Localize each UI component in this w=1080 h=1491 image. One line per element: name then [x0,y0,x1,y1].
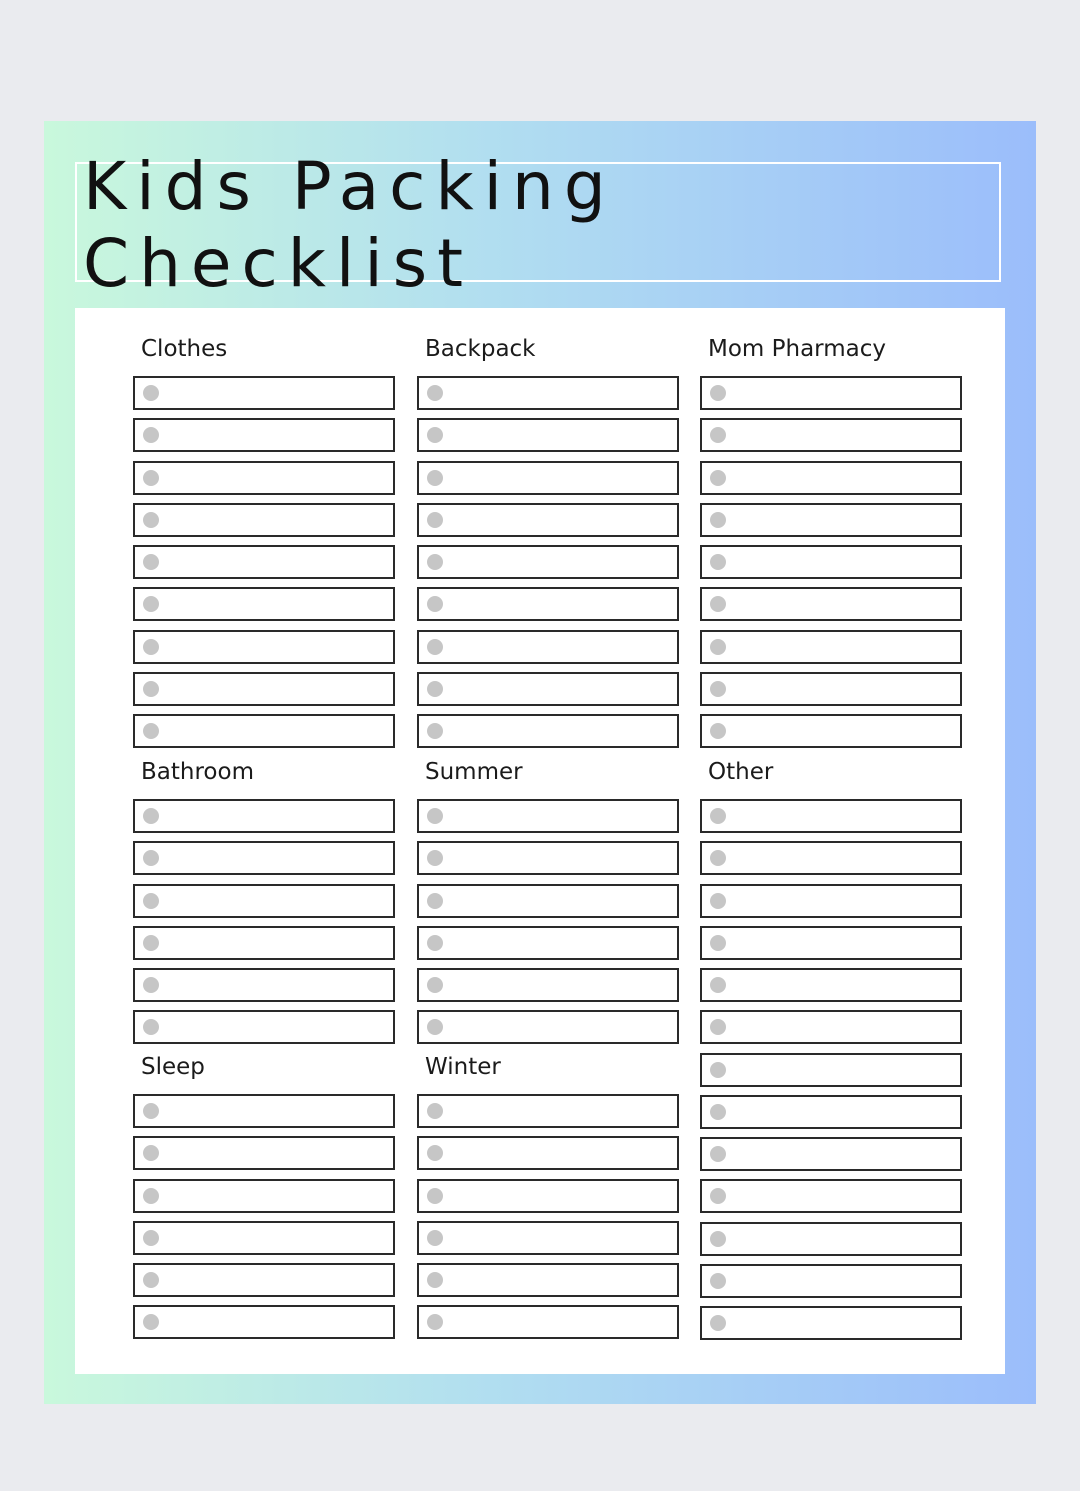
checklist-item-field[interactable] [700,884,962,918]
circle-bullet-icon[interactable] [427,385,443,401]
circle-bullet-icon[interactable] [427,893,443,909]
circle-bullet-icon[interactable] [427,554,443,570]
circle-bullet-icon[interactable] [710,850,726,866]
circle-bullet-icon[interactable] [427,427,443,443]
circle-bullet-icon[interactable] [710,385,726,401]
checklist-item-field[interactable] [417,1179,679,1213]
circle-bullet-icon[interactable] [427,1314,443,1330]
checklist-item-field[interactable] [417,545,679,579]
checklist-item-field[interactable] [700,1179,962,1213]
checklist-item-field[interactable] [417,799,679,833]
checklist-item-field[interactable] [417,461,679,495]
circle-bullet-icon[interactable] [427,723,443,739]
checklist-item-field[interactable] [700,503,962,537]
checklist-item-field[interactable] [133,503,395,537]
checklist-item-field[interactable] [417,1136,679,1170]
section-heading: Summer [425,759,523,785]
page-title: Kids Packing Checklist [83,148,616,302]
section-heading: Sleep [141,1054,205,1080]
circle-bullet-icon[interactable] [143,935,159,951]
circle-bullet-icon[interactable] [710,596,726,612]
circle-bullet-icon[interactable] [710,1315,726,1331]
section-heading: Winter [425,1054,501,1080]
checklist-item-field[interactable] [133,672,395,706]
checklist-item-field[interactable] [133,630,395,664]
checklist-item-field[interactable] [417,1010,679,1044]
section-heading: Bathroom [141,759,254,785]
circle-bullet-icon[interactable] [427,512,443,528]
checklist-item-field[interactable] [133,1305,395,1339]
checklist-item-field[interactable] [700,714,962,748]
circle-bullet-icon[interactable] [143,427,159,443]
circle-bullet-icon[interactable] [427,596,443,612]
checklist-sheet [44,121,1036,1404]
checklist-item-field[interactable] [417,841,679,875]
checklist-item-field[interactable] [133,799,395,833]
checklist-item-field[interactable] [700,1095,962,1129]
circle-bullet-icon[interactable] [710,427,726,443]
circle-bullet-icon[interactable] [710,1062,726,1078]
circle-bullet-icon[interactable] [710,723,726,739]
circle-bullet-icon[interactable] [710,1273,726,1289]
circle-bullet-icon[interactable] [710,1231,726,1247]
circle-bullet-icon[interactable] [143,1145,159,1161]
checklist-item-field[interactable] [133,884,395,918]
checklist-item-field[interactable] [417,884,679,918]
circle-bullet-icon[interactable] [143,1019,159,1035]
circle-bullet-icon[interactable] [710,681,726,697]
section-heading: Mom Pharmacy [708,336,886,362]
circle-bullet-icon[interactable] [427,1188,443,1204]
circle-bullet-icon[interactable] [710,512,726,528]
checklist-item-field[interactable] [417,714,679,748]
circle-bullet-icon[interactable] [427,639,443,655]
checklist-item-field[interactable] [700,630,962,664]
checklist-item-field[interactable] [133,841,395,875]
checklist-item-field[interactable] [133,587,395,621]
checklist-item-field[interactable] [133,418,395,452]
circle-bullet-icon[interactable] [143,1103,159,1119]
checklist-item-field[interactable] [417,418,679,452]
circle-bullet-icon[interactable] [143,512,159,528]
checklist-item-field[interactable] [417,630,679,664]
checklist-item-field[interactable] [700,799,962,833]
circle-bullet-icon[interactable] [143,893,159,909]
checklist-item-field[interactable] [700,1306,962,1340]
circle-bullet-icon[interactable] [710,977,726,993]
circle-bullet-icon[interactable] [143,808,159,824]
checklist-item-field[interactable] [700,672,962,706]
circle-bullet-icon[interactable] [710,893,726,909]
checklist-item-field[interactable] [417,587,679,621]
checklist-item-field[interactable] [133,1094,395,1128]
checklist-item-field[interactable] [700,1010,962,1044]
circle-bullet-icon[interactable] [143,639,159,655]
checklist-item-field[interactable] [700,841,962,875]
circle-bullet-icon[interactable] [710,935,726,951]
circle-bullet-icon[interactable] [427,681,443,697]
circle-bullet-icon[interactable] [427,977,443,993]
checklist-item-field[interactable] [700,418,962,452]
circle-bullet-icon[interactable] [710,1188,726,1204]
checklist-item-field[interactable] [417,1305,679,1339]
checklist-item-field[interactable] [133,1136,395,1170]
circle-bullet-icon[interactable] [427,808,443,824]
checklist-item-field[interactable] [700,587,962,621]
section-heading: Backpack [425,336,536,362]
circle-bullet-icon[interactable] [710,554,726,570]
circle-bullet-icon[interactable] [427,1230,443,1246]
checklist-item-field[interactable] [133,926,395,960]
circle-bullet-icon[interactable] [427,850,443,866]
circle-bullet-icon[interactable] [710,1146,726,1162]
circle-bullet-icon[interactable] [143,723,159,739]
checklist-item-field[interactable] [133,1179,395,1213]
checklist-item-field[interactable] [133,714,395,748]
circle-bullet-icon[interactable] [143,1272,159,1288]
title-banner [75,148,1001,302]
circle-bullet-icon[interactable] [710,808,726,824]
circle-bullet-icon[interactable] [143,850,159,866]
checklist-item-field[interactable] [700,1137,962,1171]
checklist-item-field[interactable] [133,461,395,495]
checklist-item-field[interactable] [417,968,679,1002]
checklist-item-field[interactable] [700,1264,962,1298]
checklist-item-field[interactable] [417,1094,679,1128]
checklist-item-field[interactable] [133,1263,395,1297]
checklist-item-field[interactable] [417,503,679,537]
circle-bullet-icon[interactable] [143,470,159,486]
checklist-item-field[interactable] [133,1221,395,1255]
circle-bullet-icon[interactable] [427,1145,443,1161]
checklist-item-field[interactable] [417,926,679,960]
checklist-item-field[interactable] [417,1263,679,1297]
checklist-item-field[interactable] [700,376,962,410]
checklist-item-field[interactable] [700,1053,962,1087]
checklist-item-field[interactable] [700,461,962,495]
circle-bullet-icon[interactable] [710,1104,726,1120]
circle-bullet-icon[interactable] [427,1103,443,1119]
circle-bullet-icon[interactable] [143,1230,159,1246]
checklist-item-field[interactable] [417,376,679,410]
circle-bullet-icon[interactable] [143,385,159,401]
circle-bullet-icon[interactable] [143,1314,159,1330]
circle-bullet-icon[interactable] [143,554,159,570]
circle-bullet-icon[interactable] [427,1272,443,1288]
circle-bullet-icon[interactable] [427,935,443,951]
circle-bullet-icon[interactable] [143,1188,159,1204]
checklist-panel [75,308,1005,1374]
checklist-item-field[interactable] [133,376,395,410]
checklist-item-field[interactable] [417,672,679,706]
circle-bullet-icon[interactable] [427,470,443,486]
section-heading: Other [708,759,774,785]
circle-bullet-icon[interactable] [143,977,159,993]
circle-bullet-icon[interactable] [143,596,159,612]
checklist-item-field[interactable] [700,545,962,579]
checklist-item-field[interactable] [700,968,962,1002]
checklist-item-field[interactable] [700,1222,962,1256]
checklist-item-field[interactable] [417,1221,679,1255]
circle-bullet-icon[interactable] [710,639,726,655]
section-heading: Clothes [141,336,228,362]
circle-bullet-icon[interactable] [427,1019,443,1035]
circle-bullet-icon[interactable] [710,470,726,486]
circle-bullet-icon[interactable] [143,681,159,697]
checklist-item-field[interactable] [133,968,395,1002]
checklist-item-field[interactable] [133,545,395,579]
checklist-item-field[interactable] [133,1010,395,1044]
checklist-item-field[interactable] [700,926,962,960]
circle-bullet-icon[interactable] [710,1019,726,1035]
